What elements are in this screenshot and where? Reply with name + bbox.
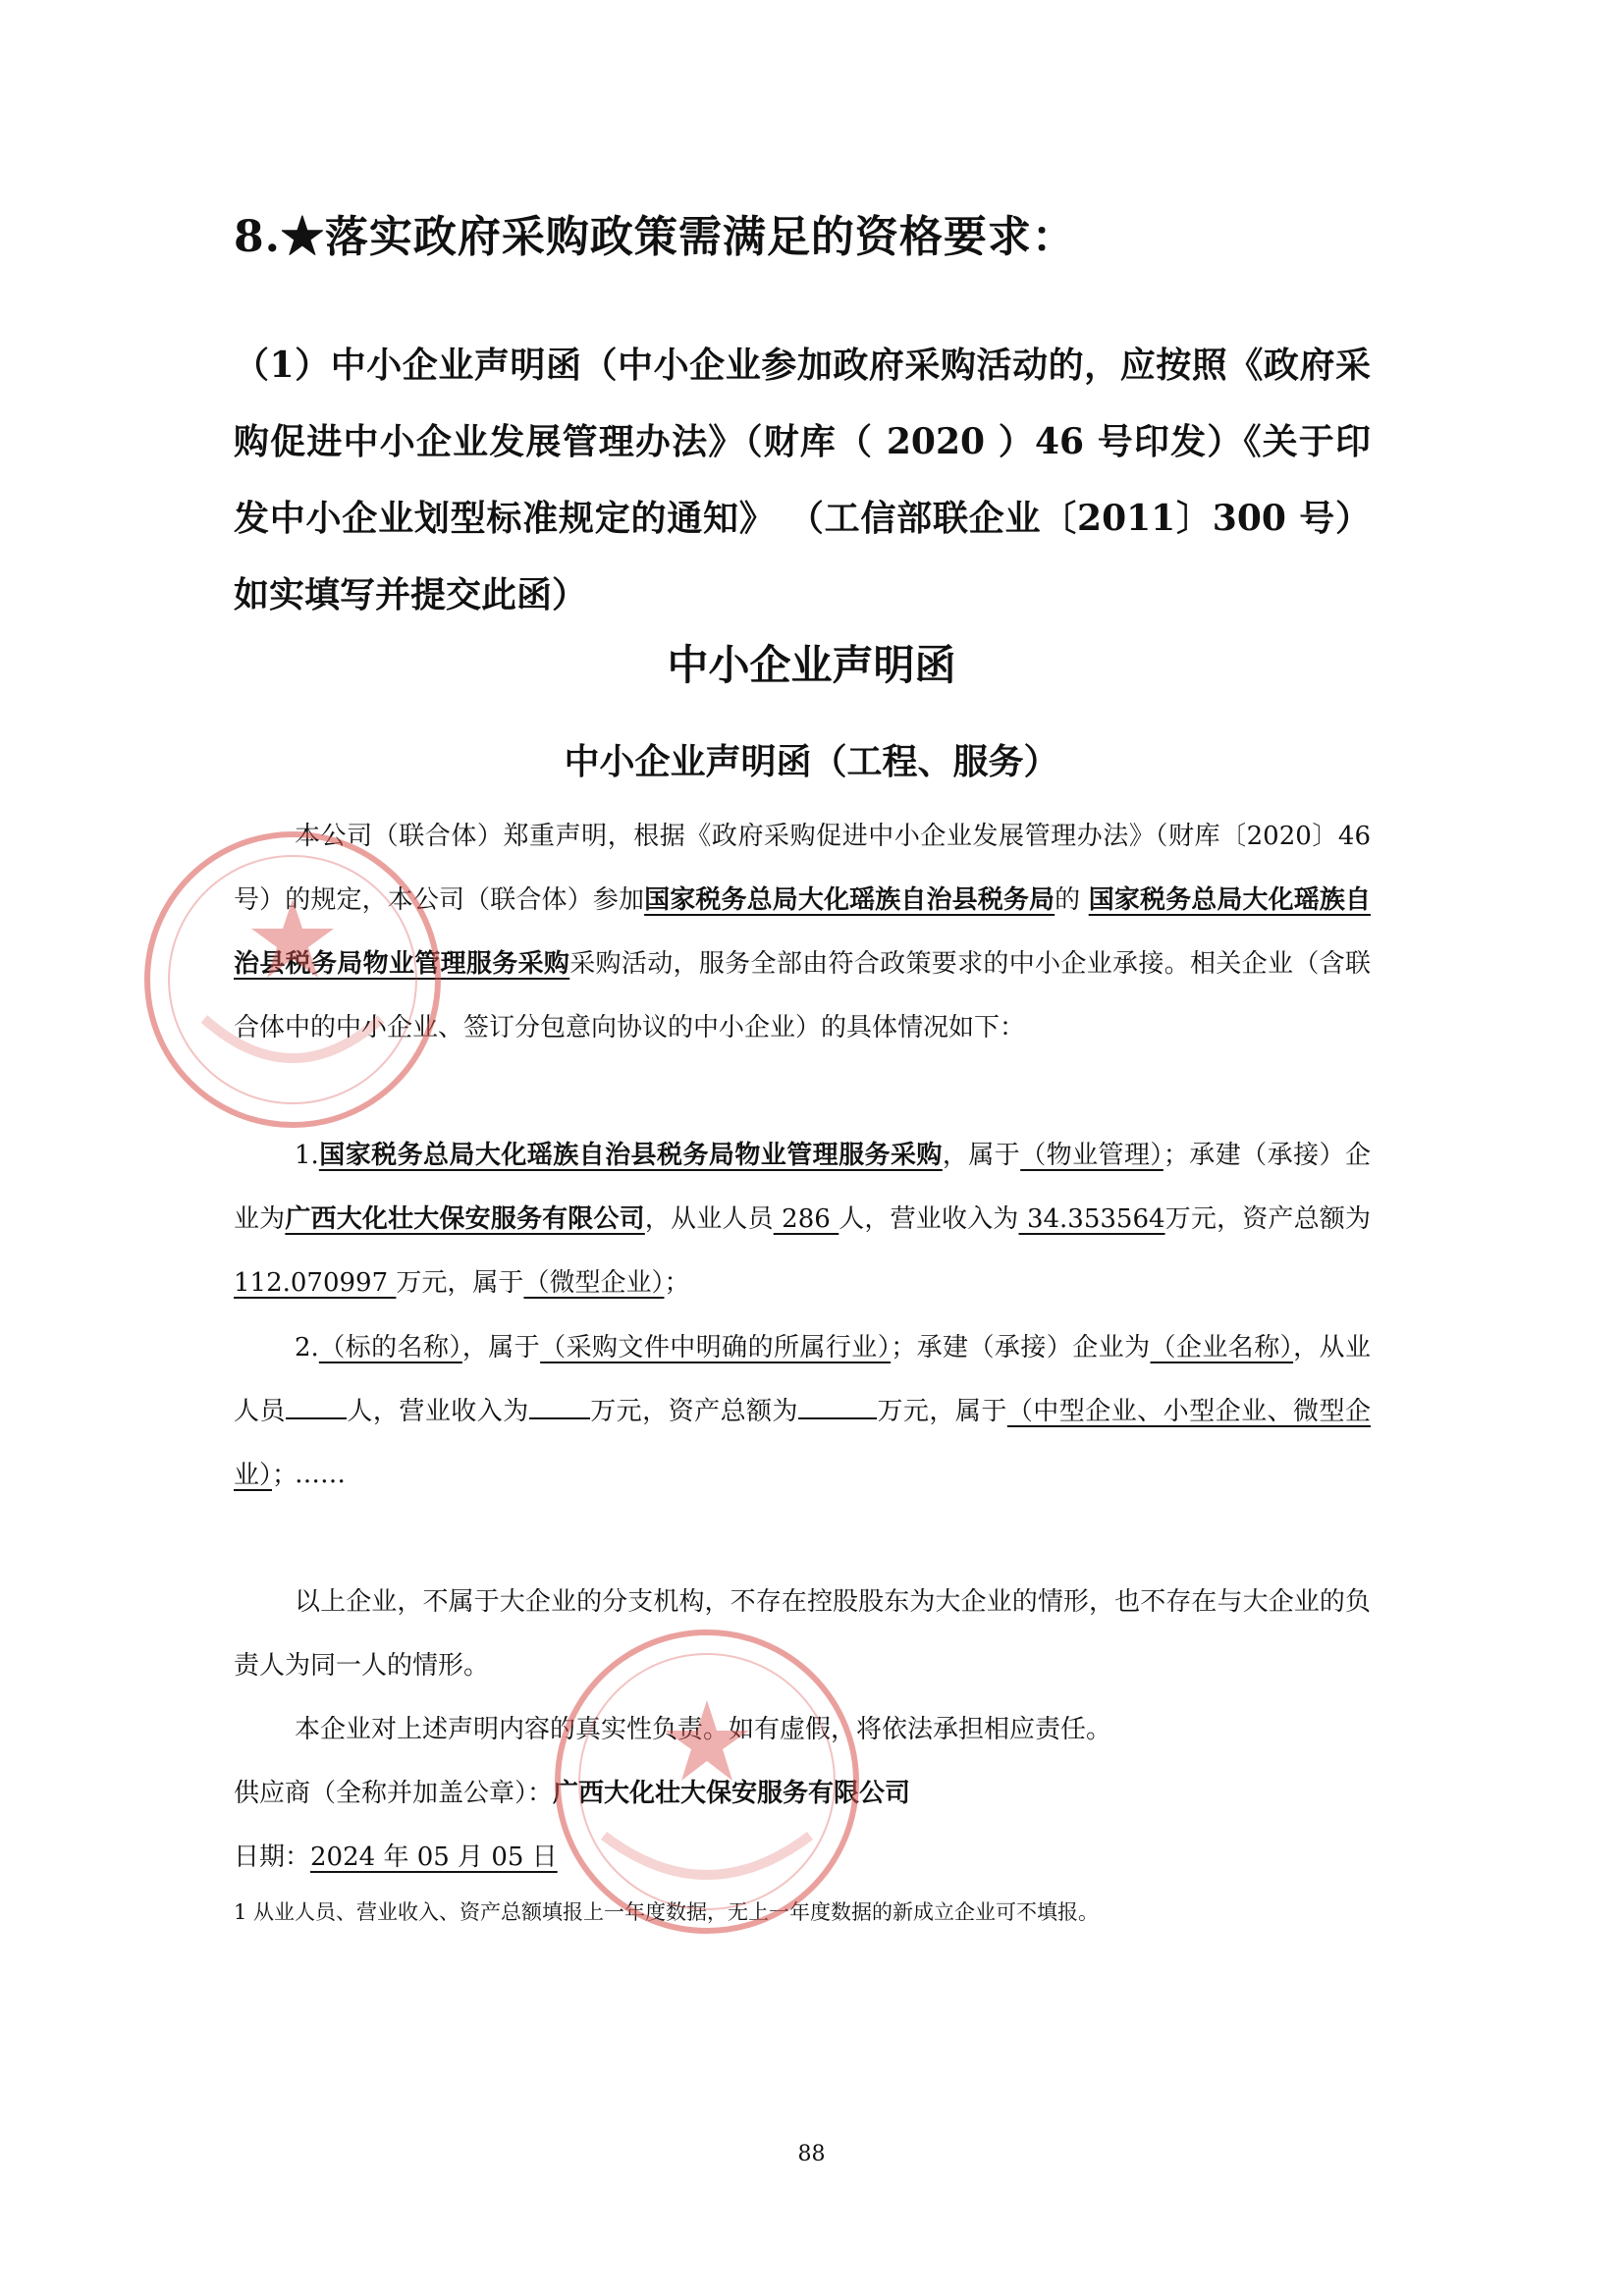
- item1-revenue: 34.353564: [1018, 1204, 1165, 1234]
- item2-staff-blank: [286, 1392, 347, 1419]
- item1-text-5: 万元，资产总额为: [1164, 1204, 1371, 1234]
- item2-size: （中型企业、小型企业、微型企业）: [234, 1397, 1371, 1490]
- intro-text-b: 的: [1055, 885, 1089, 915]
- item2-industry: （采购文件中明确的所属行业）: [540, 1333, 892, 1362]
- buyer-name: 国家税务总局大化瑶族自治县税务局: [644, 885, 1055, 915]
- page-number: 88: [797, 2142, 826, 2166]
- item2-assets-blank: [798, 1392, 877, 1419]
- footnote: 1 从业人员、营业收入、资产总额填报上一年度数据，无上一年度数据的新成立企业可不填报。: [234, 1900, 1100, 1924]
- item2-prefix: 2.: [295, 1333, 319, 1362]
- section-heading: 8.★落实政府采购政策需满足的资格要求：: [234, 212, 1076, 262]
- item1-assets: 112.070997: [234, 1268, 397, 1298]
- item2-revenue-blank: [529, 1392, 590, 1419]
- intro-text-a: 本公司（联合体）郑重声明，根据《政府采购促进中小企业发展管理办法》（财库〔2020〕46 号）的规定，本公司（联合体）参加: [234, 822, 1371, 915]
- item2-text-3: ，从业人员: [234, 1333, 1371, 1426]
- statement-2: 本企业对上述声明内容的真实性负责。如有虚假，将依法承担相应责任。: [295, 1715, 1112, 1744]
- item1-text-1: ，属于: [942, 1141, 1021, 1170]
- item2-text-1: ，属于: [461, 1333, 541, 1362]
- item1-prefix: 1.: [295, 1141, 319, 1170]
- item1-staff: 286: [773, 1204, 839, 1234]
- supplier-label: 供应商（全称并加盖公章）：: [234, 1779, 554, 1808]
- date-line: [234, 1826, 1371, 1890]
- item2-text-5: 万元，资产总额为: [589, 1397, 798, 1426]
- item1-industry: （物业管理）: [1020, 1141, 1163, 1170]
- item2-text-4: 人，营业收入为: [346, 1397, 529, 1426]
- statement-1: 以上企业，不属于大企业的分支机构，不存在控股股东为大企业的情形，也不存在与大企业的负责人为同一人的情形。: [234, 1587, 1371, 1681]
- enterprise-item-1: [234, 1124, 1371, 1315]
- item1-text-7: ；: [664, 1268, 690, 1298]
- item1-project: 国家税务总局大化瑶族自治县税务局物业管理服务采购: [318, 1141, 943, 1170]
- requirement-paragraph: （1）中小企业声明函（中小企业参加政府采购活动的，应按照《政府采购促进中小企业发展管理办法》（财库（ 2020 ）46 号印发）《关于印发中小企业划型标准规定的通知》 （工信部联企业〔2011〕300 号）如实填写并提交此函）: [234, 345, 1371, 615]
- item2-project: （标的名称）: [318, 1333, 462, 1362]
- project-name: 国家税务总局大化瑶族自治县税务局物业管理服务采购: [234, 885, 1371, 979]
- item1-text-4: 人，营业收入为: [839, 1204, 1019, 1234]
- declaration-intro: [234, 805, 1371, 1060]
- ellipsis: [234, 1443, 1371, 1507]
- item2-text-7: ；: [272, 1461, 298, 1490]
- item1-size: （微型企业）: [523, 1268, 665, 1298]
- item1-text-2: ；承建（承接）企业为: [234, 1141, 1371, 1234]
- item2-text-2: ；承建（承接）企业为: [891, 1333, 1151, 1362]
- item1-company: 广西大化壮大保安服务有限公司: [285, 1204, 645, 1234]
- item2-company: （企业名称）: [1150, 1333, 1294, 1362]
- supplier-name: 广西大化壮大保安服务有限公司: [553, 1779, 911, 1808]
- date-label: 日期：: [234, 1842, 311, 1872]
- date-value: 2024 年 05 月 05 日: [310, 1842, 558, 1872]
- declaration-title: 中小企业声明函: [667, 641, 956, 689]
- item2-text-6: 万元，属于: [876, 1397, 1007, 1426]
- declaration-subtitle: 中小企业声明函（工程、服务）: [564, 741, 1059, 782]
- ellipsis-text: ……: [295, 1460, 346, 1489]
- supplier-line: [234, 1762, 1371, 1826]
- intro-text-c: 采购活动，服务全部由符合政策要求的中小企业承接。相关企业（含联合体中的中小企业、签订分包意向协议的中小企业）的具体情况如下：: [234, 949, 1371, 1042]
- item1-text-6: 万元，属于: [396, 1268, 524, 1298]
- item1-text-3: ，从业人员: [644, 1204, 774, 1234]
